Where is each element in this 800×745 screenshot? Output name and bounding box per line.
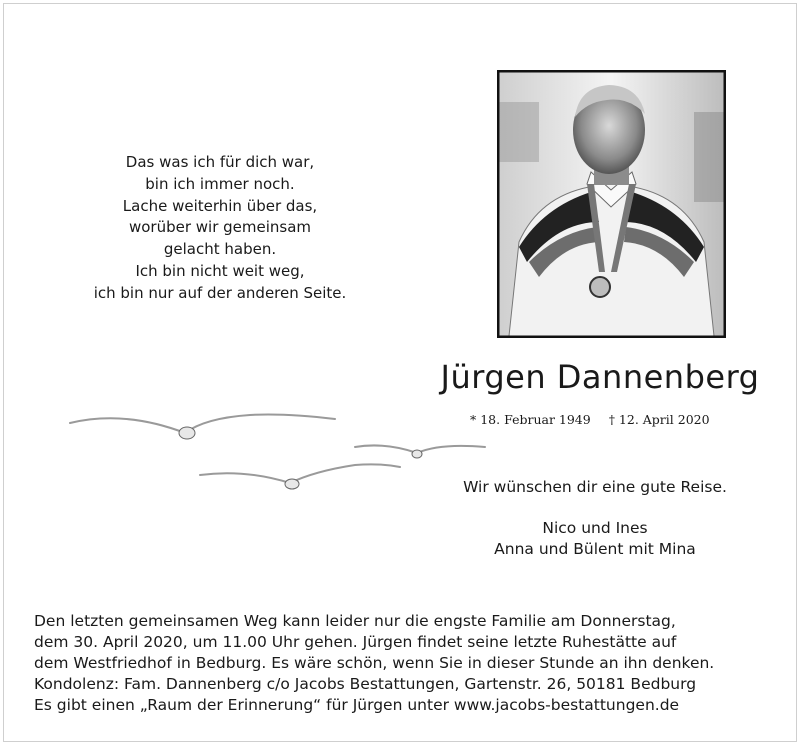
signers <box>420 518 770 560</box>
poem-line: Ich bin nicht weit weg, <box>135 261 305 280</box>
poem-line: Lache weiterhin über das, <box>122 196 318 215</box>
farewell-wish: Wir wünschen dir eine gute Reise. <box>463 478 727 496</box>
seagull-3-body <box>285 479 299 489</box>
seagull-1-body <box>179 427 195 439</box>
notice-line: dem Westfriedhof in Bedburg. Es wäre schön, wenn Sie in dieser Stunde an ihn denken. <box>34 654 715 672</box>
funeral-notice <box>34 611 774 716</box>
deceased-name: Jürgen Dannenberg <box>440 358 760 396</box>
seagull-2-body <box>412 450 422 458</box>
poem-line: bin ich immer noch. <box>145 174 295 193</box>
portrait-photo <box>497 70 726 338</box>
signer-line: Anna und Bülent mit Mina <box>494 540 696 558</box>
condolence-line: Kondolenz: Fam. Dannenberg c/o Jacobs Bestattungen, Gartenstr. 26, 50181 Bedburg <box>34 675 697 693</box>
poem-line: worüber wir gemeinsam <box>128 218 312 237</box>
signer-line: Nico und Ines <box>542 519 648 537</box>
seagull-1-wings <box>70 415 335 434</box>
birth-date: * 18. Februar 1949 <box>470 412 591 427</box>
notice-line: dem 30. April 2020, um 11.00 Uhr gehen. Jürgen findet seine letzte Ruhestätte auf <box>34 633 677 651</box>
poem <box>40 152 400 305</box>
poem-line: gelacht haben. <box>163 240 277 259</box>
life-dates <box>470 412 724 427</box>
portrait-illustration <box>499 72 724 336</box>
seagull-3-wings <box>200 464 400 483</box>
death-date: † 12. April 2020 <box>608 412 710 427</box>
memorial-link-line[interactable]: Es gibt einen „Raum der Erinnerung“ für Jürgen unter www.jacobs-bestattungen.de <box>34 696 680 714</box>
poem-line: Das was ich für dich war, <box>125 153 315 171</box>
poem-line: ich bin nur auf der anderen Seite. <box>93 283 347 302</box>
notice-line: Den letzten gemeinsamen Weg kann leider nur die engste Familie am Donnerstag, <box>34 612 676 630</box>
